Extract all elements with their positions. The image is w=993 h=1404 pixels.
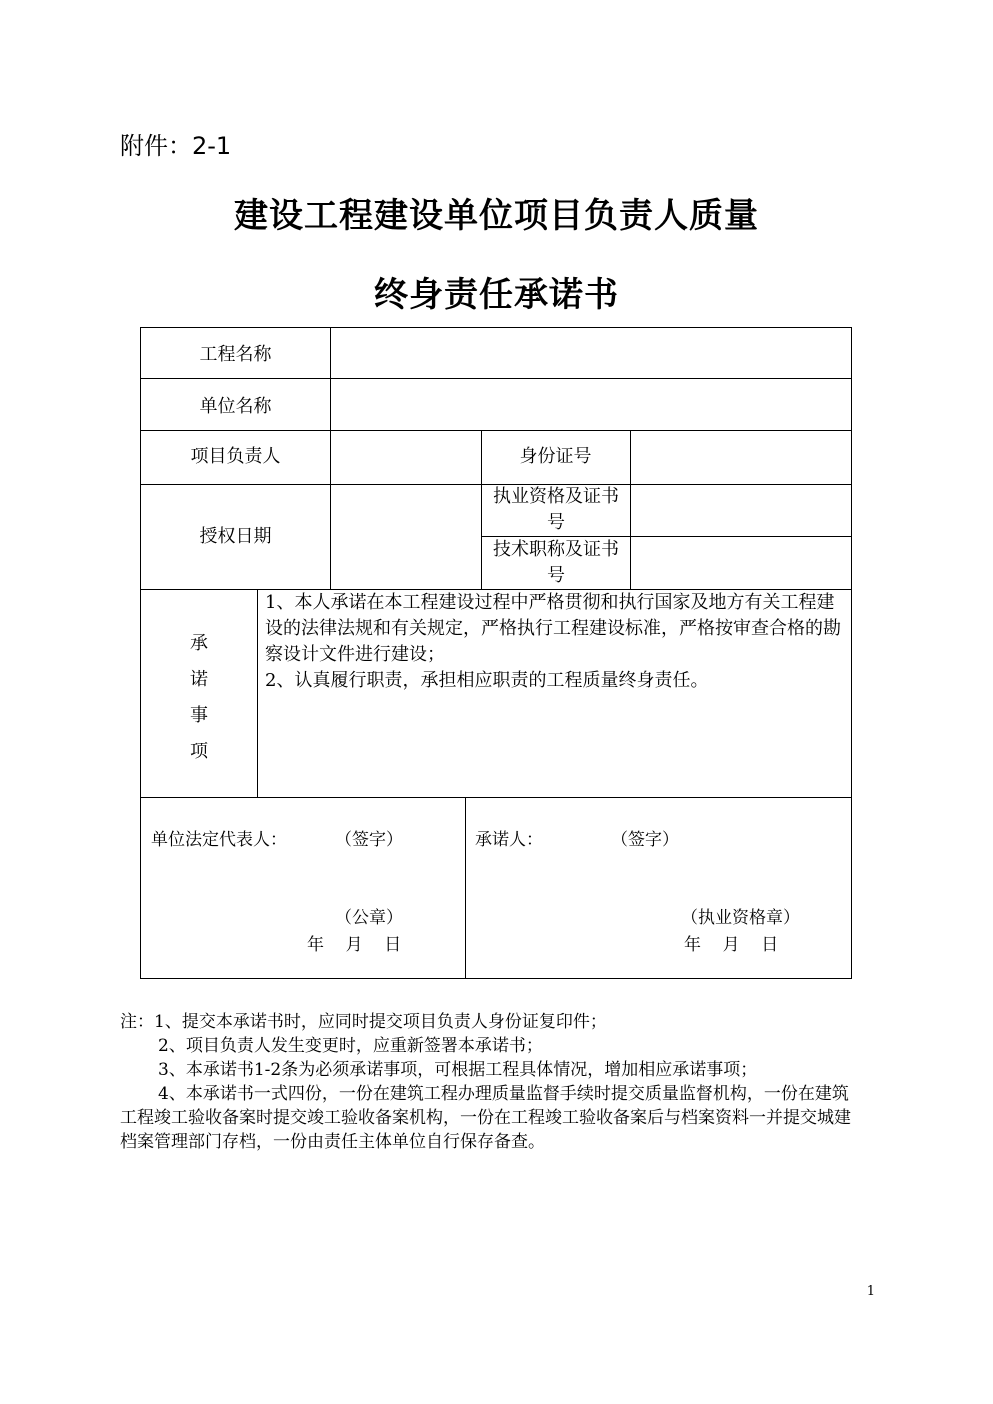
promiser-sign-label: （签字） bbox=[611, 830, 679, 850]
commitment-form-table bbox=[140, 327, 852, 979]
note-1: 注：1、提交本承诺书时，应同时提交项目负责人身份证复印件； bbox=[120, 1012, 607, 1032]
promiser-label: 承诺人： bbox=[475, 830, 543, 850]
document-title-line1: 建设工程建设单位项目负责人质量 bbox=[234, 196, 759, 236]
legal-rep-label: 单位法定代表人： bbox=[151, 830, 287, 850]
id-number-label: 身份证号 bbox=[519, 446, 592, 467]
note-3: 3、本承诺书1-2条为必须承诺事项，可根据工程具体情况，增加相应承诺事项； bbox=[158, 1060, 758, 1080]
unit-name-label: 单位名称 bbox=[199, 396, 272, 417]
note-2: 2、项目负责人发生变更时，应重新签署本承诺书； bbox=[158, 1036, 543, 1056]
commitment-text: 1、本人承诺在本工程建设过程中严格贯彻和执行国家及地方有关工程建设的法律法规和有关规定，严格执行工程建设标准，严格按审查合格的勘察设计文件进行建设； 2、认真履行职责，承担相应职责的工程质量终身责任。 bbox=[265, 592, 841, 691]
legal-rep-sign-label: （签字） bbox=[335, 830, 403, 850]
auth-date-label: 授权日期 bbox=[199, 525, 272, 547]
document-title-line2: 终身责任承诺书 bbox=[374, 275, 619, 315]
commitment-items-label: 承 诺 事 项 bbox=[190, 633, 208, 762]
page-number: 1 bbox=[866, 1284, 875, 1299]
qualification-label: 执业资格及证书号 bbox=[493, 486, 619, 533]
project-name-label: 工程名称 bbox=[199, 344, 272, 365]
project-leader-label: 项目负责人 bbox=[190, 446, 281, 467]
promiser-date: 年 月 日 bbox=[684, 935, 779, 955]
official-seal-label: （公章） bbox=[335, 908, 403, 928]
notes-section bbox=[120, 1010, 860, 1154]
qualification-seal-label: （执业资格章） bbox=[681, 908, 800, 928]
attachment-label: 附件：2-1 bbox=[120, 132, 232, 160]
note-4: 4、本承诺书一式四份，一份在建筑工程办理质量监督手续时提交质量监督机构，一份在建筑工程竣工验收备案时提交竣工验收备案机构，一份在工程竣工验收备案后与档案资料一并提交城建档案管理部门存档，一份由责任主体单位自行保存备查。 bbox=[120, 1084, 851, 1152]
legal-rep-date: 年 月 日 bbox=[307, 935, 402, 955]
tech-title-label: 技术职称及证书号 bbox=[493, 538, 619, 586]
